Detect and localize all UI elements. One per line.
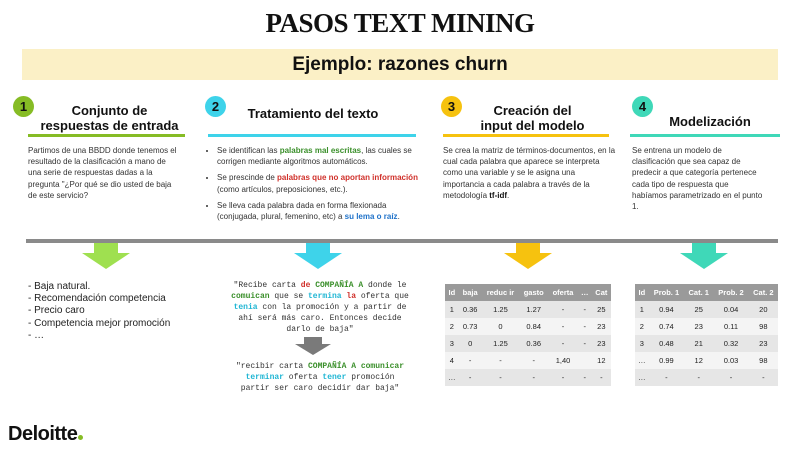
step-1-desc-line: pregunta "¿Por qué se dio usted de baja: [28, 179, 172, 189]
step-4-desc-line: cada tipo de respuesta que: [632, 179, 729, 189]
logo-text: Deloitte: [8, 423, 78, 445]
churn-reasons-list: [28, 281, 208, 342]
step-2-bullet-2: • Se prescinde de palabras que no aportan información (como artículos, preposiciones, etc.).: [217, 172, 422, 194]
logo-dot-icon: [78, 435, 83, 440]
subtitle: Ejemplo: razones churn: [292, 54, 508, 75]
column-header: Prob. 2: [713, 284, 748, 301]
column-header: baja: [459, 284, 482, 301]
arrow-down-yellow-icon: [504, 243, 552, 269]
list-item: - …: [28, 329, 45, 341]
step-2-underline: [208, 134, 416, 137]
arrow-down-green-icon: [82, 243, 130, 269]
page-title: PASOS TEXT MINING: [265, 8, 535, 38]
step-1-desc-line: una serie de respuestas dadas a la: [28, 168, 153, 178]
step-1-underline: [28, 134, 185, 137]
step-4-desc-line: habíamos parametrizado en el punto: [632, 190, 763, 200]
arrow-down-cyan-icon: [294, 243, 342, 269]
step-1-title-line-1: Conjunto de: [71, 103, 148, 118]
list-item: - Precio caro: [28, 305, 85, 317]
column-header: Prob. 1: [649, 284, 684, 301]
step-3-description: Se crea la matriz de términos-documentos, en la cual cada palabra que aparece se interpreta como una variable y se le asigna una importancia a cada palabra a través de la metodología tf-idf.: [443, 146, 616, 200]
step-3-title-line-2: input del modelo: [480, 118, 585, 133]
step-4-desc-line: clasificación que sea capaz de: [632, 157, 741, 167]
step-2-title: Tratamiento del texto: [247, 106, 379, 121]
term-document-matrix: [445, 284, 611, 386]
step-1-number: 1: [13, 96, 34, 117]
step-1-description: [28, 145, 198, 201]
model-predictions-table: [635, 284, 778, 386]
step-1-title-line-2: respuestas de entrada: [40, 118, 179, 133]
list-item: - Competencia mejor promoción: [28, 317, 171, 329]
table-row: 2 0.74 23 0.11 98: [635, 318, 778, 335]
table-header-row: [635, 284, 778, 301]
table-header-row: [445, 284, 611, 301]
table-row: 2 0.73 0 0.84 - - 23: [445, 318, 611, 335]
original-response-text: "Recibe carta de COMPAÑÍA A donde le comuican que se termina la oferta que tenia con la promoción y a partir de ahí será más caro. Entonces decide darlo de baja": [231, 281, 409, 334]
processed-response-text: "recibir carta COMPAÑÍA A comunicar terminar oferta tener promoción partir ser caro decidir dar baja": [235, 362, 405, 393]
step-4-desc-line: Se entrena un modelo de: [632, 146, 722, 155]
step-1-desc-line: Partimos de una BBDD donde tenemos el: [28, 146, 177, 155]
column-header: gasto: [519, 284, 548, 301]
step-2-bullet-3: • Se lleva cada palabra dada en forma flexionada (conjugada, plural, femenino, etc) a su lema o raíz.: [217, 200, 422, 222]
step-4-underline: [630, 134, 780, 137]
step-3-number: 3: [441, 96, 462, 117]
list-item: - Baja natural.: [28, 281, 91, 292]
step-4-desc-line: predecir a que categoría pertenece: [632, 168, 757, 178]
step-2-bullet-1: • Se identifican las palabras mal escritas, las cuales se corrigen mediante algoritmos automáticos.: [217, 145, 422, 167]
divider-line: [26, 239, 778, 243]
column-header: …: [578, 284, 592, 301]
table-row: … - - - -: [635, 369, 778, 386]
column-header: reduc ir: [482, 284, 520, 301]
column-header: Cat. 1: [684, 284, 713, 301]
step-3-title-line-1: Creación del: [493, 103, 572, 118]
step-4-desc-line: 1.: [632, 202, 639, 212]
step-1-title: [32, 103, 187, 133]
step-1-desc-line: de este servicio?: [28, 190, 89, 200]
list-item: - Recomendación competencia: [28, 293, 166, 305]
step-3-underline: [443, 134, 609, 137]
step-1-desc-line: resultado de la clasificación a mano de: [28, 157, 166, 167]
column-header: Id: [635, 284, 649, 301]
table-row: 3 0 1.25 0.36 - - 23: [445, 335, 611, 352]
table-row: 4 - - - 1,40 12: [445, 352, 611, 369]
table-row: 3 0.48 21 0.32 23: [635, 335, 778, 352]
table-row: 1 0.94 25 0.04 20: [635, 301, 778, 318]
table-row: … 0.99 12 0.03 98: [635, 352, 778, 369]
step-4-description: [632, 145, 792, 212]
column-header: Id: [445, 284, 459, 301]
step-2-number: 2: [205, 96, 226, 117]
column-header: Cat. 2: [749, 284, 778, 301]
step-4-number: 4: [632, 96, 653, 117]
arrow-down-gray-icon: [295, 337, 331, 355]
deloitte-logo: [8, 423, 83, 446]
table-row: … - - - - - -: [445, 369, 611, 386]
step-2-description: [207, 145, 422, 227]
arrow-down-teal-icon: [680, 243, 728, 269]
table-row: 1 0.36 1.25 1.27 - - 25: [445, 301, 611, 318]
step-4-title: Modelización: [669, 114, 751, 129]
step-3-title: [455, 103, 610, 133]
column-header: Cat: [592, 284, 611, 301]
column-header: oferta: [548, 284, 578, 301]
